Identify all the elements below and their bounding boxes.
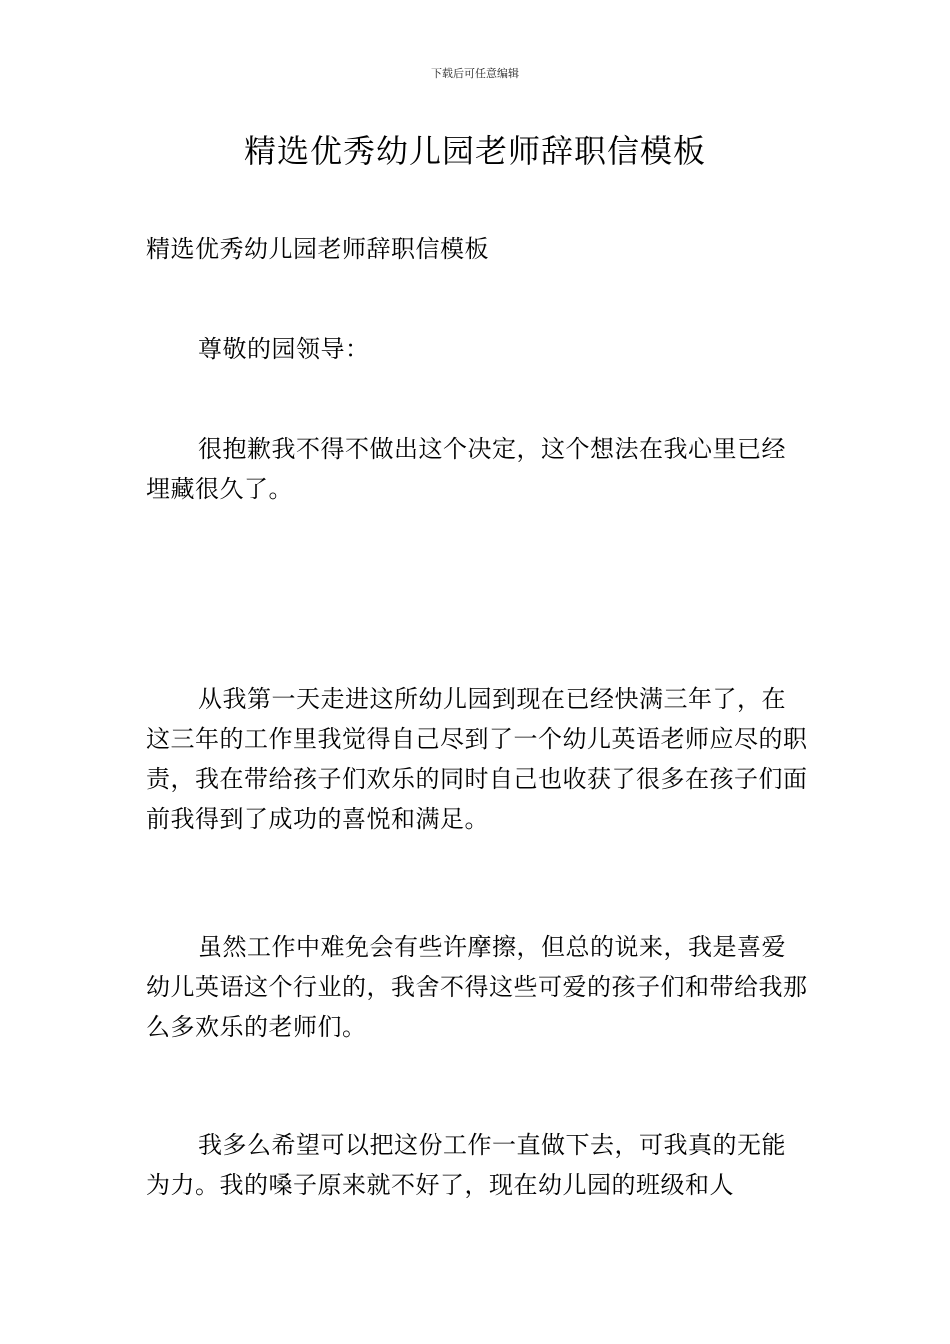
header-note: 下载后可任意编辑	[431, 67, 519, 80]
document-title: 精选优秀幼儿园老师辞职信模板	[243, 132, 706, 170]
salutation: 尊敬的园领导：	[198, 335, 370, 363]
paragraph-4: 我多么希望可以把这份工作一直做下去，可我真的无能为力。我的嗓子原来就不好了，现在幼儿园的班级和人	[146, 1131, 786, 1199]
document-subtitle: 精选优秀幼儿园老师辞职信模板	[146, 235, 489, 263]
paragraph-2: 从我第一天走进这所幼儿园到现在已经快满三年了，在这三年的工作里我觉得自己尽到了一个幼儿英语老师应尽的职责，我在带给孩子们欢乐的同时自己也收获了很多在孩子们面前我得到了成功的喜悦和满足。	[146, 685, 808, 833]
paragraph-3: 虽然工作中难免会有些许摩擦，但总的说来，我是喜爱幼儿英语这个行业的，我舍不得这些可爱的孩子们和带给我那么多欢乐的老师们。	[146, 933, 808, 1041]
paragraph-1: 很抱歉我不得不做出这个决定，这个想法在我心里已经埋藏很久了。	[146, 435, 786, 503]
